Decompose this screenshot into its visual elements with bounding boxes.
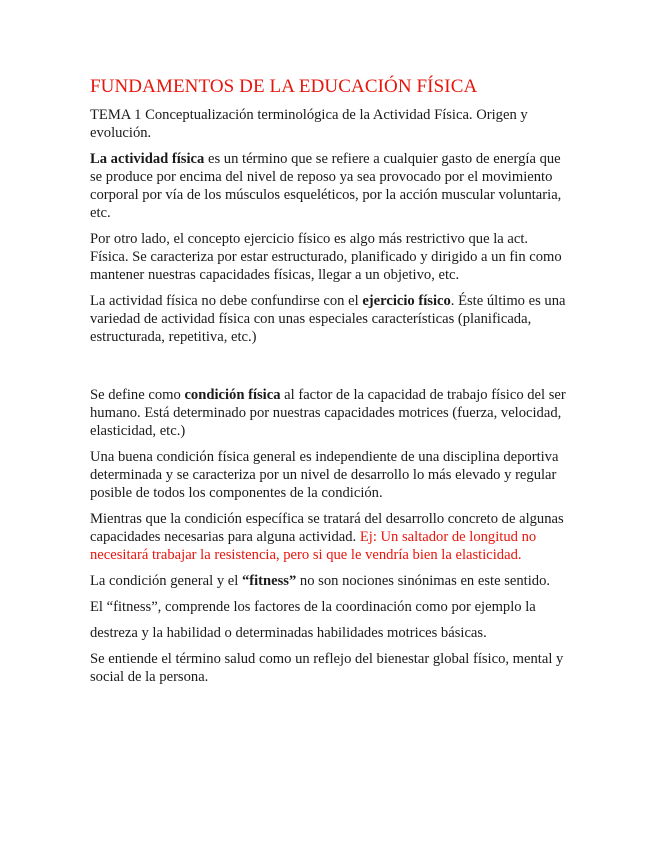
bold-term: condición física — [184, 387, 281, 403]
paragraph-condicion-fisica — [90, 386, 570, 440]
bold-term: “fitness” — [241, 573, 297, 589]
paragraph-text: Se define como — [90, 387, 185, 403]
paragraph-ejercicio-fisico: Por otro lado, el concepto ejercicio físico es algo más restrictivo que la act. Física. Se caracteriza por estar estructurado, planificado y dirigido a un fin como mantener nuestras capacidades físicas, llegar a un objetivo, etc. — [90, 231, 562, 283]
paragraph-condicion-general: Una buena condición física general es independiente de una disciplina deportiva determinada y se caracteriza por un nivel de desarrollo lo más elevado y regular posible de todos los componentes de la condición. — [90, 449, 559, 501]
paragraph-text: . Éste último es una variedad de actividad física con unas especiales características (planificada, estructurada, repetitiva, etc.) — [90, 293, 566, 345]
paragraph-text: al factor de la capacidad de trabajo físico del ser humano. Está determinado por nuestras capacidades motrices (fuerza, velocidad, elasticidad, etc.) — [90, 387, 566, 439]
paragraph-fitness-definition-line2: destreza y la habilidad o determinadas habilidades motrices básicas. — [90, 625, 487, 641]
example-highlight: Ej: Un saltador de longitud no necesitará trabajar la resistencia, pero si que le vendría bien la elasticidad. — [90, 529, 537, 563]
topic-heading: TEMA 1 Conceptualización terminológica de la Actividad Física. Origen y evolución. — [90, 107, 528, 141]
paragraph-condicion-especifica — [90, 510, 570, 564]
paragraph-fitness-definition-line1: El “fitness”, comprende los factores de la coordinación como por ejemplo la — [90, 599, 536, 615]
bold-term: La actividad física — [90, 151, 205, 167]
paragraph-distincion — [90, 292, 570, 346]
document-title: FUNDAMENTOS DE LA EDUCACIÓN FÍSICA — [90, 76, 478, 97]
paragraph-text: es un término que se refiere a cualquier gasto de energía que se produce por encima del nivel de reposo ya sea provocado por el movimiento corporal por vía de los músculos esqueléticos, por la acción muscular voluntaria, etc. — [90, 151, 562, 221]
paragraph-salud: Se entiende el término salud como un reflejo del bienestar global físico, mental y social de la persona. — [90, 651, 564, 685]
paragraph-text: Mientras que la condición específica se tratará del desarrollo concreto de algunas capacidades necesarias para alguna actividad. — [90, 511, 564, 545]
paragraph-actividad-fisica — [90, 150, 570, 222]
paragraph-text: no son nociones sinónimas en este sentido. — [296, 573, 551, 589]
paragraph-fitness — [90, 572, 570, 590]
bold-term: ejercicio físico — [362, 293, 451, 309]
paragraph-text: La actividad física no debe confundirse con el — [90, 293, 363, 309]
document-page — [90, 76, 570, 694]
blank-space — [90, 354, 570, 386]
paragraph-text: La condición general y el — [90, 573, 242, 589]
